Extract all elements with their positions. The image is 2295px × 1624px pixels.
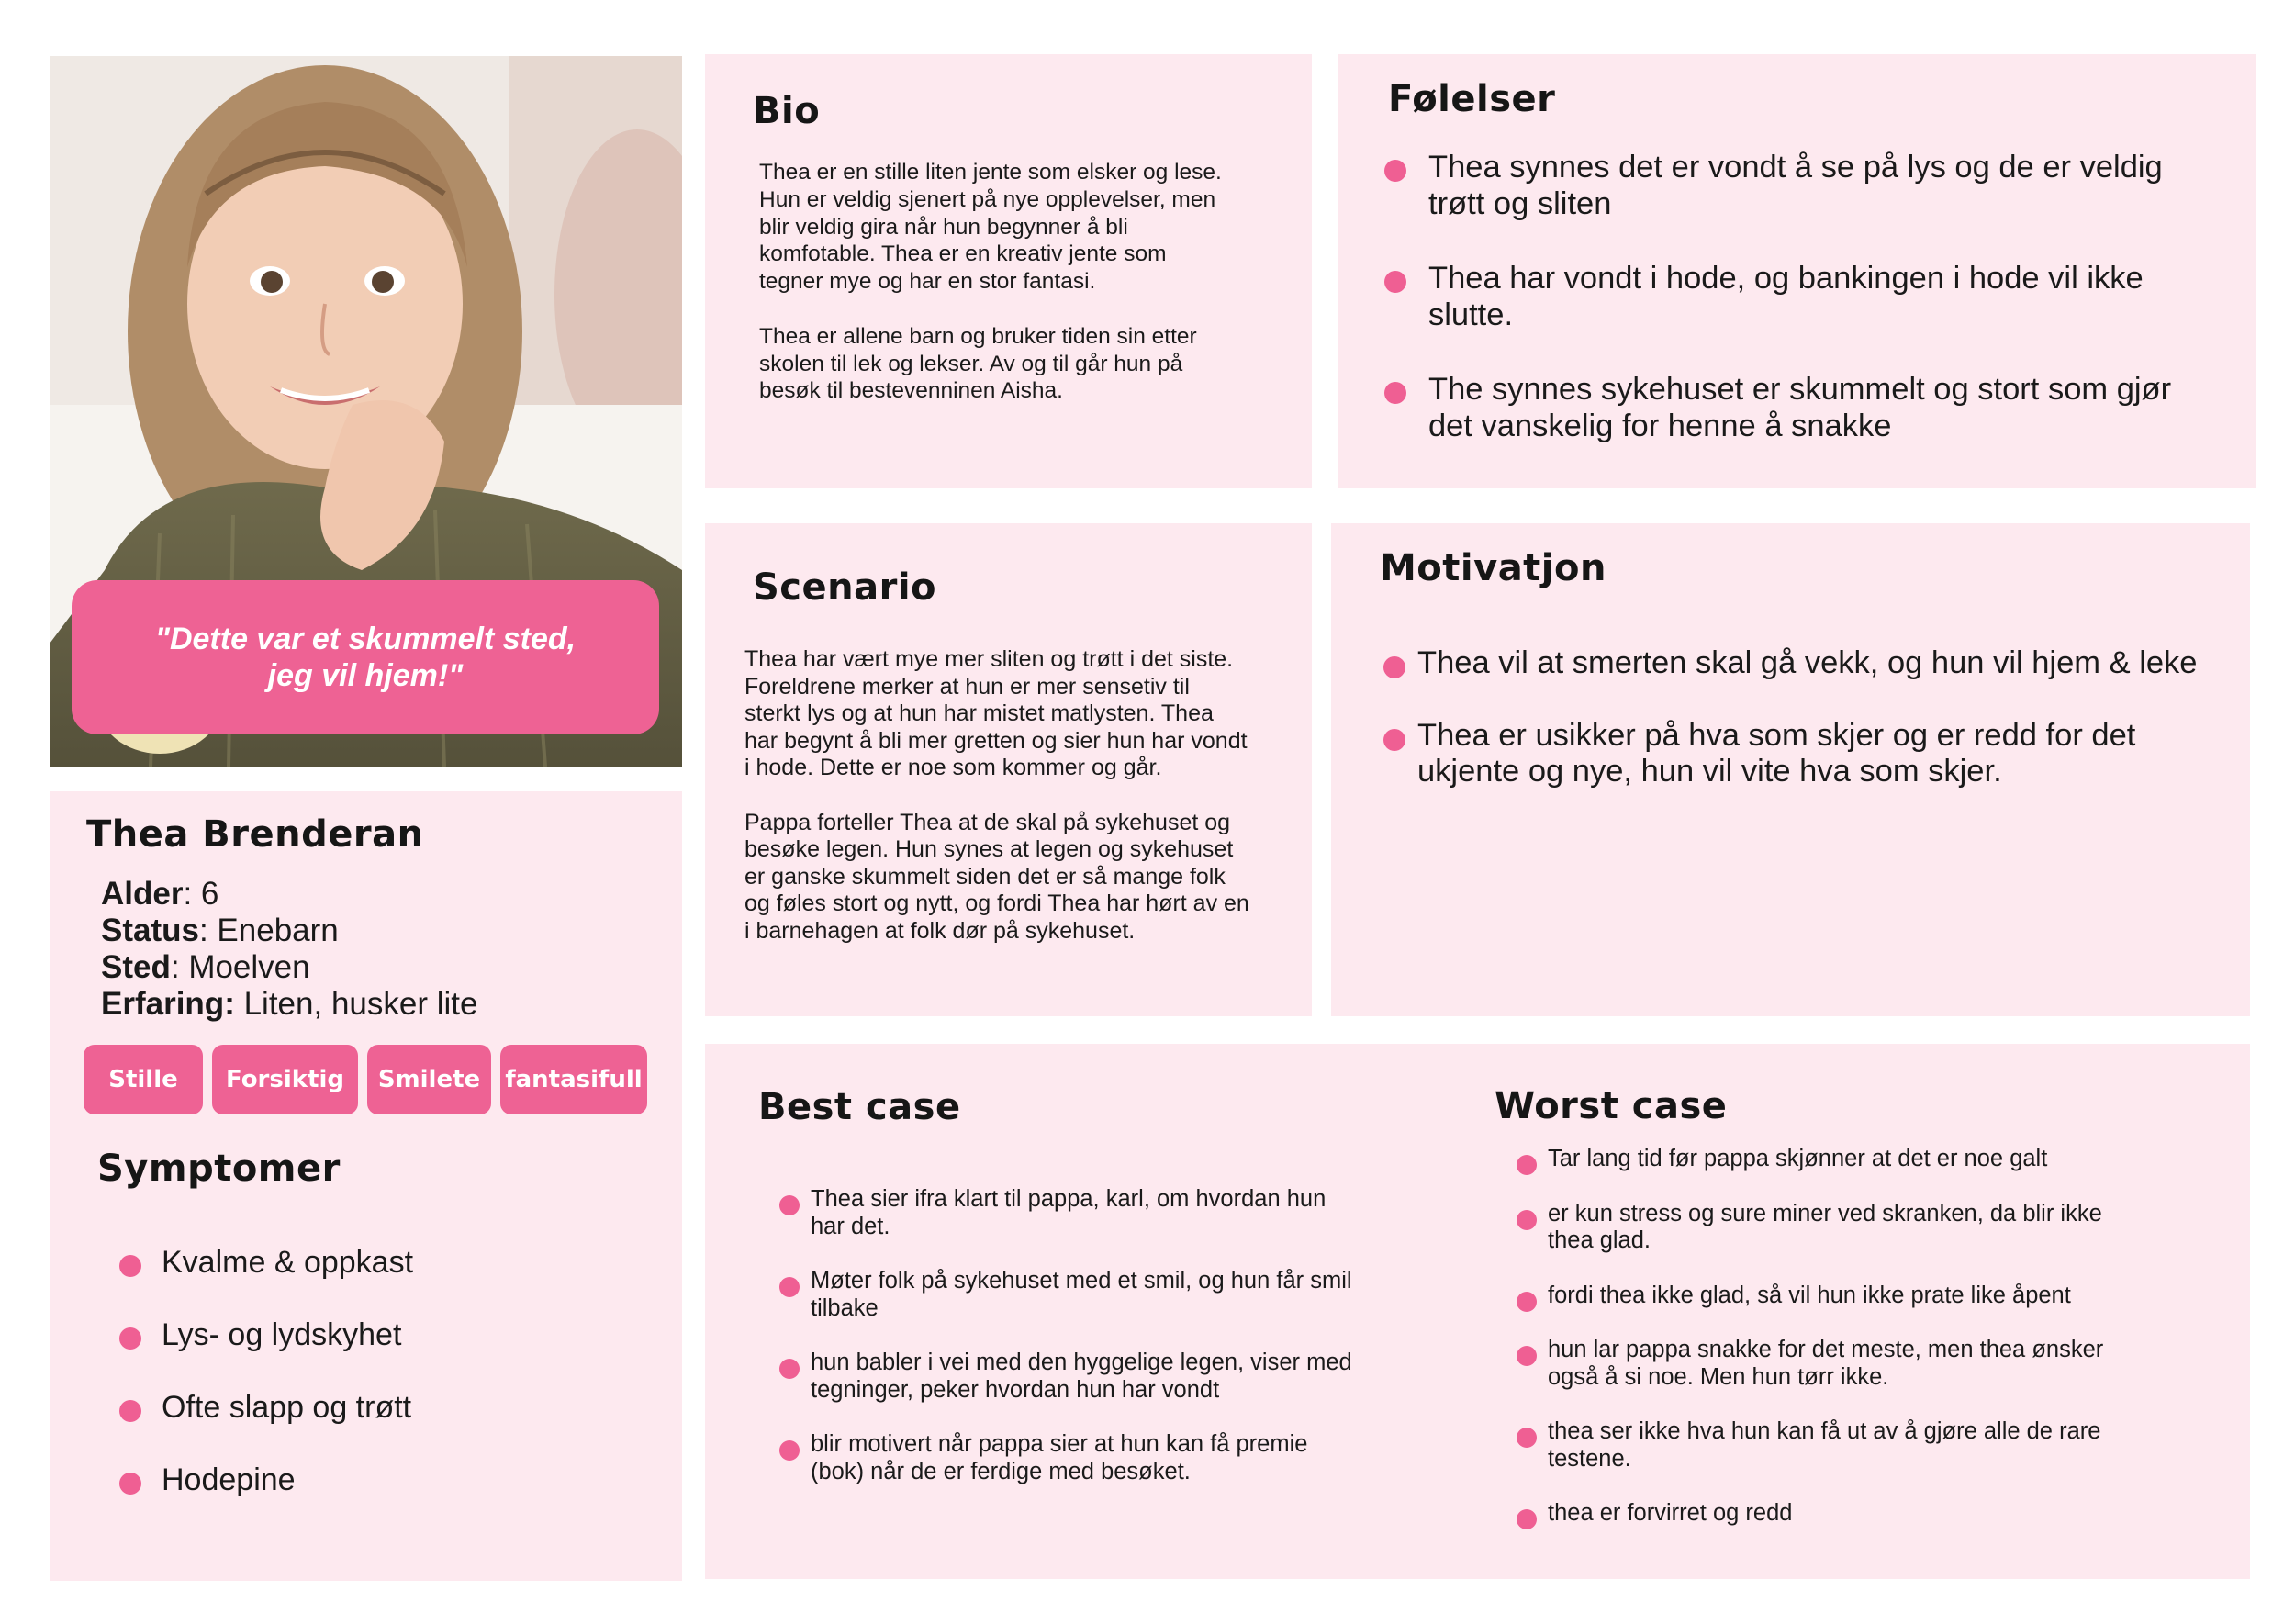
list-item [1517,1418,2103,1473]
detail-separator: : [170,949,189,985]
list-item-text: Kvalme & oppkast [162,1245,414,1280]
detail-separator: : [198,913,218,948]
persona-name: Thea Brenderan [86,813,424,856]
list-item-text: hun lar pappa snakke for det meste, men thea ønsker også å si noe. Men hun tørr ikke. [1548,1337,2104,1390]
trait-tag: fantasifull [500,1045,647,1114]
detail-label: Sted [101,949,171,985]
motivatjon-list [1383,645,2197,826]
list-item [779,1350,1352,1404]
list-item [1384,149,2171,222]
list-item [1384,260,2171,333]
bullet-icon [1517,1292,1537,1312]
bullet-icon [119,1400,141,1422]
symptomer-title: Symptomer [97,1148,341,1190]
bullet-icon [119,1473,141,1495]
list-item [779,1186,1352,1240]
list-item [119,1316,413,1353]
list-item [1383,645,2197,681]
list-item-text: Thea synnes det er vondt å se på lys og de er veldig trøtt og sliten [1428,150,2163,221]
bio-text: Thea er en stille liten jente som elsker og lese. Hun er veldig sjenert på nye opplevelser, men blir veldig gira når hun begynner å bli komfotable. Thea er en kreativ jente som tegner mye og har en stor fantasi. Thea er allene barn og bruker tiden sin etter skolen til lek og lekser. Av og til går hun på besøk til bestevenninen Aisha. [759,160,1222,404]
motivatjon-title: Motivatjon [1380,547,1606,589]
detail-experience [101,986,477,1023]
list-item-text: The synnes sykehuset er skummelt og stort som gjør det vanskelig for henne å snakke [1428,372,2172,443]
worst-case-list [1517,1146,2103,1555]
trait-tag: Stille [84,1045,203,1114]
detail-value: Liten, husker lite [243,986,478,1022]
folelser-title: Følelser [1388,78,1556,120]
detail-value: Enebarn [217,913,339,948]
list-item [779,1431,1352,1485]
list-item-text: Møter folk på sykehuset med et smil, og hun får smil tilbake [811,1268,1352,1321]
list-item-text: Thea sier ifra klart til pappa, karl, om hvordan hun har det. [811,1186,1327,1239]
bullet-icon [1517,1509,1537,1529]
detail-separator [235,986,244,1022]
list-item-text: hun babler i vei med den hyggelige legen, viser med tegninger, peker hvordan hun har vondt [811,1350,1352,1403]
list-item-text: Thea har vondt i hode, og bankingen i hode vil ikke slutte. [1428,261,2144,332]
scenario-text: Thea har vært mye mer sliten og trøtt i det siste. Foreldrene merker at hun er mer sensetiv til sterkt lys og at hun har mistet matlysten. Thea har begynt å bli mer gretten og sier hun har vondt i hode. Dette er noe som kommer og går. Pappa forteller Thea at de skal på sykehuset og besøke legen. Hun synes at legen og sykehuset er ganske skummelt siden det er så mange folk og føles stort og nytt, og fordi Thea har hørt av en i barnehagen at folk dør på sykehuset. [744,646,1249,944]
detail-place [101,949,477,986]
list-item-text: er kun stress og sure miner ved skranken, da blir ikke thea glad. [1548,1200,2102,1253]
list-item-text: thea er forvirret og redd [1548,1500,1793,1526]
detail-label: Erfaring: [101,986,235,1022]
bullet-icon [1517,1155,1537,1175]
list-item-text: Lys- og lydskyhet [162,1317,402,1352]
bullet-icon [1383,729,1405,751]
list-item [1383,718,2197,790]
list-item [1384,371,2171,444]
list-item-text: Hodepine [162,1462,296,1497]
list-item-text: Ofte slapp og trøtt [162,1390,412,1425]
bio-title: Bio [753,90,821,132]
list-item-text: Thea vil at smerten skal gå vekk, og hun vil hjem & leke [1417,645,2198,680]
best-case-list [779,1186,1352,1513]
bullet-icon [1517,1428,1537,1448]
list-item [1517,1201,2103,1255]
list-item [119,1244,413,1281]
list-item-text: thea ser ikke hva hun kan få ut av å gjøre alle de rare testene. [1548,1418,2101,1472]
detail-separator: : [183,876,201,912]
detail-label: Status [101,913,199,948]
list-item [779,1268,1352,1322]
bullet-icon [779,1195,800,1215]
list-item [1517,1146,2103,1173]
list-item [1517,1337,2103,1391]
bullet-icon [1384,160,1406,182]
detail-value: 6 [200,876,219,912]
list-item [1517,1500,2103,1528]
bullet-icon [779,1440,800,1461]
bullet-icon [1517,1346,1537,1366]
bullet-icon [779,1359,800,1379]
worst-case-title: Worst case [1495,1085,1728,1127]
scenario-title: Scenario [753,566,937,609]
persona-quote [72,580,659,734]
detail-value: Moelven [188,949,310,985]
best-case-title: Best case [758,1086,961,1128]
list-item [1517,1282,2103,1310]
list-item-text: fordi thea ikke glad, så vil hun ikke prate like åpent [1548,1282,2071,1308]
bullet-icon [119,1327,141,1350]
bullet-icon [779,1277,800,1297]
list-item-text: Thea er usikker på hva som skjer og er redd for det ukjente og nye, hun vil vite hva som skjer. [1417,718,2136,789]
bullet-icon [1383,656,1405,678]
detail-age [101,876,477,913]
folelser-list [1384,149,2171,482]
trait-tag: Smilete [367,1045,491,1114]
list-item [119,1389,413,1426]
persona-details [101,876,477,1023]
detail-status [101,913,477,949]
list-item-text: Tar lang tid før pappa skjønner at det er noe galt [1548,1146,2048,1171]
list-item [119,1462,413,1498]
bullet-icon [1384,271,1406,293]
symptomer-list [119,1244,413,1534]
detail-label: Alder [101,876,184,912]
bullet-icon [119,1255,141,1277]
bullet-icon [1517,1210,1537,1230]
quote-text: "Dette var et skummelt sted, jeg vil hjem!" [154,622,577,693]
bullet-icon [1384,382,1406,404]
trait-tag: Forsiktig [212,1045,358,1114]
list-item-text: blir motivert når pappa sier at hun kan få premie (bok) når de er ferdige med besøket. [811,1431,1308,1484]
